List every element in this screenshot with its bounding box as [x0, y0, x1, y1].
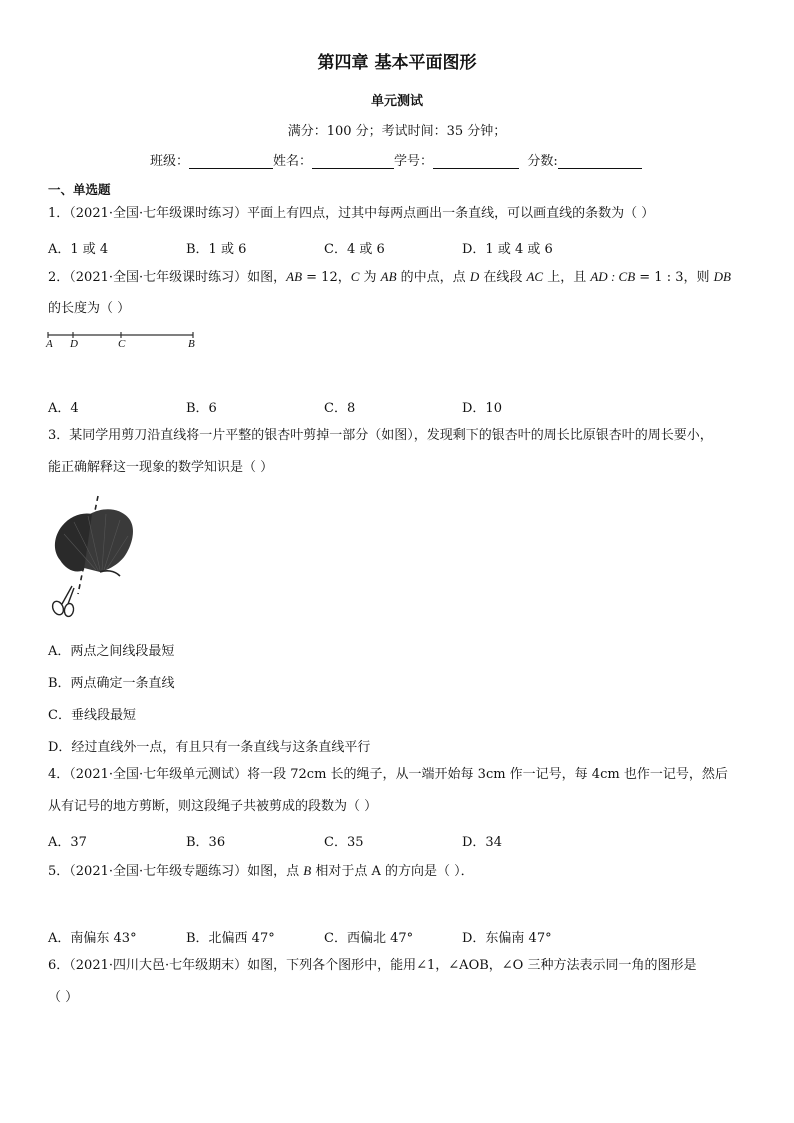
label-d: D [70, 338, 78, 350]
q2-option-c[interactable]: C．8 [324, 401, 356, 416]
page-title: 第四章 基本平面图形 [317, 53, 477, 73]
question-3: 3．某同学用剪刀沿直线将一片平整的银杏叶剪掉一部分（如图），发现剩下的银杏叶的周长比原银杏叶的周长要小， [48, 428, 713, 443]
q1-option-a[interactable]: A．1 或 4 [48, 242, 109, 257]
id-label: 学号： [394, 154, 434, 169]
score-blank[interactable] [558, 154, 642, 169]
q3-option-d[interactable]: D．经过直线外一点，有且只有一条直线与这条直线平行 [48, 740, 371, 755]
question-4-line-2: 从有记号的地方剪断，则这段绳子共被剪成的段数为（ ） [48, 799, 378, 814]
class-blank[interactable] [189, 154, 273, 169]
q5-option-d[interactable]: D．东偏南 47° [462, 931, 552, 946]
question-3-line-2: 能正确解释这一现象的数学知识是（ ） [48, 460, 274, 475]
name-label: 姓名： [273, 154, 313, 169]
q3-option-b[interactable]: B．两点确定一条直线 [48, 676, 175, 691]
q2-option-d[interactable]: D．10 [462, 401, 502, 416]
leaf-right-part [84, 509, 133, 572]
question-2-line-2: 的长度为（ ） [48, 301, 131, 316]
question-4: 4．（2021·全国·七年级单元测试）将一段 72cm 长的绳子，从一端开始每 3cm 作一记号，每 4cm 也作一记号，然后 [48, 767, 728, 782]
question-6-line-2: （ ） [48, 990, 79, 1005]
score-label: 分数: [527, 154, 558, 169]
ginkgo-leaf-svg [44, 494, 140, 620]
class-label: 班级： [150, 154, 190, 169]
label-a: A [46, 338, 53, 350]
id-blank[interactable] [433, 154, 519, 169]
q5-option-b[interactable]: B．北偏西 47° [186, 931, 275, 946]
q4-option-a[interactable]: A．37 [48, 835, 87, 850]
q3-option-a[interactable]: A．两点之间线段最短 [48, 644, 175, 659]
q4-option-b[interactable]: B．36 [186, 835, 226, 850]
question-1: 1．（2021·全国·七年级课时练习）平面上有四点，过其中每两点画出一条直线，可以画直线的条数为（ ） [48, 206, 655, 221]
q4-option-d[interactable]: D．34 [462, 835, 502, 850]
q2-option-a[interactable]: A．4 [48, 401, 79, 416]
q1-option-d[interactable]: D．1 或 4 或 6 [462, 242, 553, 257]
label-b: B [188, 338, 195, 350]
question-6: 6．（2021·四川大邑·七年级期末）如图，下列各个图形中，能用∠1，∠AOB，∠O 三种方法表示同一角的图形是 [48, 958, 697, 973]
student-info-fields [150, 150, 642, 169]
segment-figure [46, 330, 206, 354]
q1-option-b[interactable]: B．1 或 6 [186, 242, 247, 257]
q5-option-c[interactable]: C．西偏北 47° [324, 931, 414, 946]
exam-meta: 满分：100 分；考试时间：35 分钟； [287, 124, 507, 139]
q5-option-a[interactable]: A．南偏东 43° [48, 931, 137, 946]
q3-option-c[interactable]: C．垂线段最短 [48, 708, 136, 723]
q2-option-b[interactable]: B．6 [186, 401, 217, 416]
leaf-stem [100, 571, 120, 576]
question-5: 5．（2021·全国·七年级专题练习）如图，点 B 相对于点 A 的方向是（ ）． [48, 863, 474, 879]
name-blank[interactable] [312, 154, 394, 169]
page-subtitle: 单元测试 [370, 94, 423, 109]
section-heading: 一、单选题 [48, 182, 111, 197]
q1-option-c[interactable]: C．4 或 6 [324, 242, 385, 257]
scissors-icon [51, 586, 75, 617]
label-c: C [118, 338, 126, 350]
question-2: 2．（2021·全国·七年级课时练习）如图，AB = 12，C 为 AB 的中点，点 D 在线段 AC 上，且 AD : CB = 1 : 3，则 DB [48, 269, 731, 285]
ginkgo-leaf-illustration [44, 494, 140, 620]
q4-option-c[interactable]: C．35 [324, 835, 364, 850]
